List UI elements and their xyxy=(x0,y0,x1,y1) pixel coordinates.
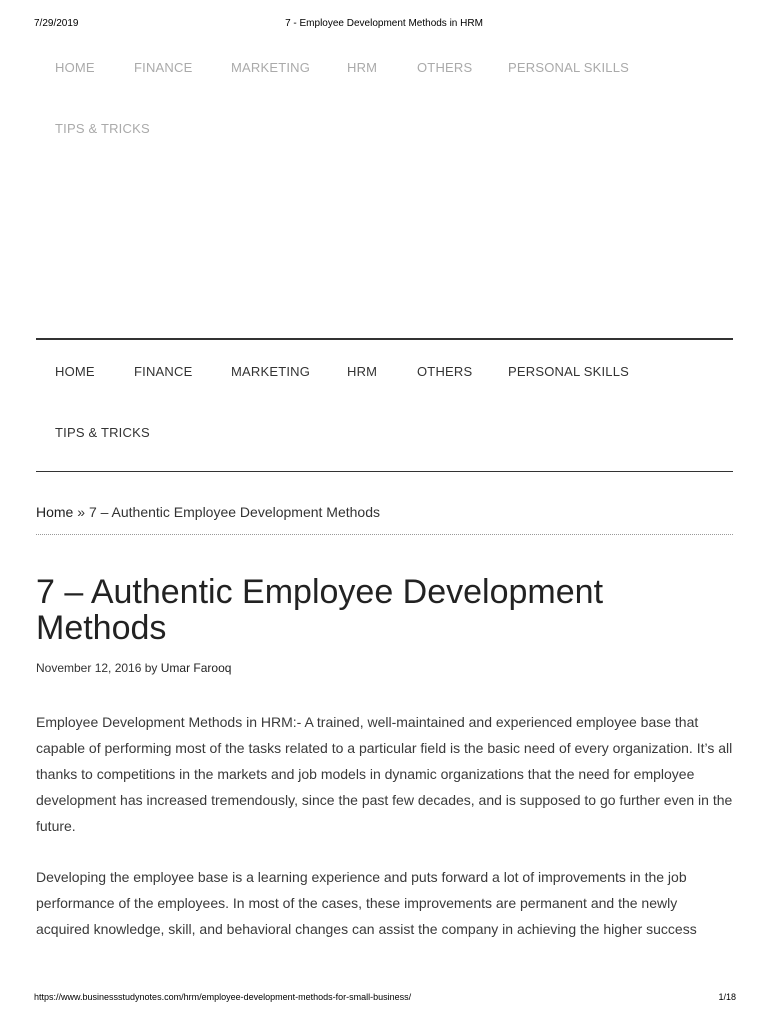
nav-item-personal-skills[interactable]: PERSONAL SKILLS xyxy=(508,364,630,379)
print-url: https://www.businessstudynotes.com/hrm/employee-development-methods-for-small-business/ xyxy=(34,992,412,1002)
article-paragraph: Developing the employee base is a learning experience and puts forward a lot of improvements in the job performance of the employees. In most of the cases, these improvements are permanent and the newly acquired knowledge, skill, and behavioral changes can assist the company in achieving the higher success xyxy=(36,869,697,937)
post-date: November 12, 2016 xyxy=(36,661,142,675)
nav-item-hrm[interactable]: HRM xyxy=(347,60,378,75)
nav-item-hrm[interactable]: HRM xyxy=(347,364,378,379)
print-page-number: 1/18 xyxy=(718,992,736,1002)
nav-row xyxy=(36,97,733,158)
nav-item-tips-tricks[interactable]: TIPS & TRICKS xyxy=(55,121,150,136)
top-navigation xyxy=(36,36,733,158)
nav-item-others[interactable]: OTHERS xyxy=(417,364,473,379)
print-header xyxy=(0,18,768,32)
nav-item-personal-skills[interactable]: PERSONAL SKILLS xyxy=(508,60,630,75)
breadcrumb-home-link[interactable]: Home xyxy=(36,504,74,520)
nav-row xyxy=(36,401,733,462)
post-by: by xyxy=(141,661,161,675)
nav-row xyxy=(36,36,733,97)
breadcrumb-current: 7 – Authentic Employee Development Methods xyxy=(88,504,380,520)
nav-item-marketing[interactable]: MARKETING xyxy=(231,364,311,379)
nav-row xyxy=(36,340,733,401)
print-footer xyxy=(0,992,768,1006)
print-date: 7/29/2019 xyxy=(34,18,79,29)
nav-item-others[interactable]: OTHERS xyxy=(417,60,473,75)
nav-item-home[interactable]: HOME xyxy=(55,364,95,379)
breadcrumb-separator: » xyxy=(73,504,89,520)
article-paragraph: Employee Development Methods in HRM:- A trained, well-maintained and experienced employee base that capable of performing most of the tasks related to a particular field is the basic need of every organization. It’s all thanks to competitions in the markets and job models in dynamic organizations that the need for employee development has increased tremendously, since the past few decades, and is supposed to go further even in the future. xyxy=(36,714,733,834)
page-title: 7 – Authentic Employee Development Methods xyxy=(36,573,604,647)
nav-item-tips-tricks[interactable]: TIPS & TRICKS xyxy=(55,425,150,440)
post-meta xyxy=(36,661,231,675)
nav-item-finance[interactable]: FINANCE xyxy=(134,364,193,379)
nav-item-marketing[interactable]: MARKETING xyxy=(231,60,311,75)
main-navigation xyxy=(36,338,733,472)
print-title: 7 - Employee Development Methods in HRM xyxy=(285,18,483,29)
author-link[interactable]: Umar Farooq xyxy=(160,661,232,675)
nav-item-home[interactable]: HOME xyxy=(55,60,95,75)
nav-item-finance[interactable]: FINANCE xyxy=(134,60,193,75)
breadcrumb xyxy=(36,504,733,535)
